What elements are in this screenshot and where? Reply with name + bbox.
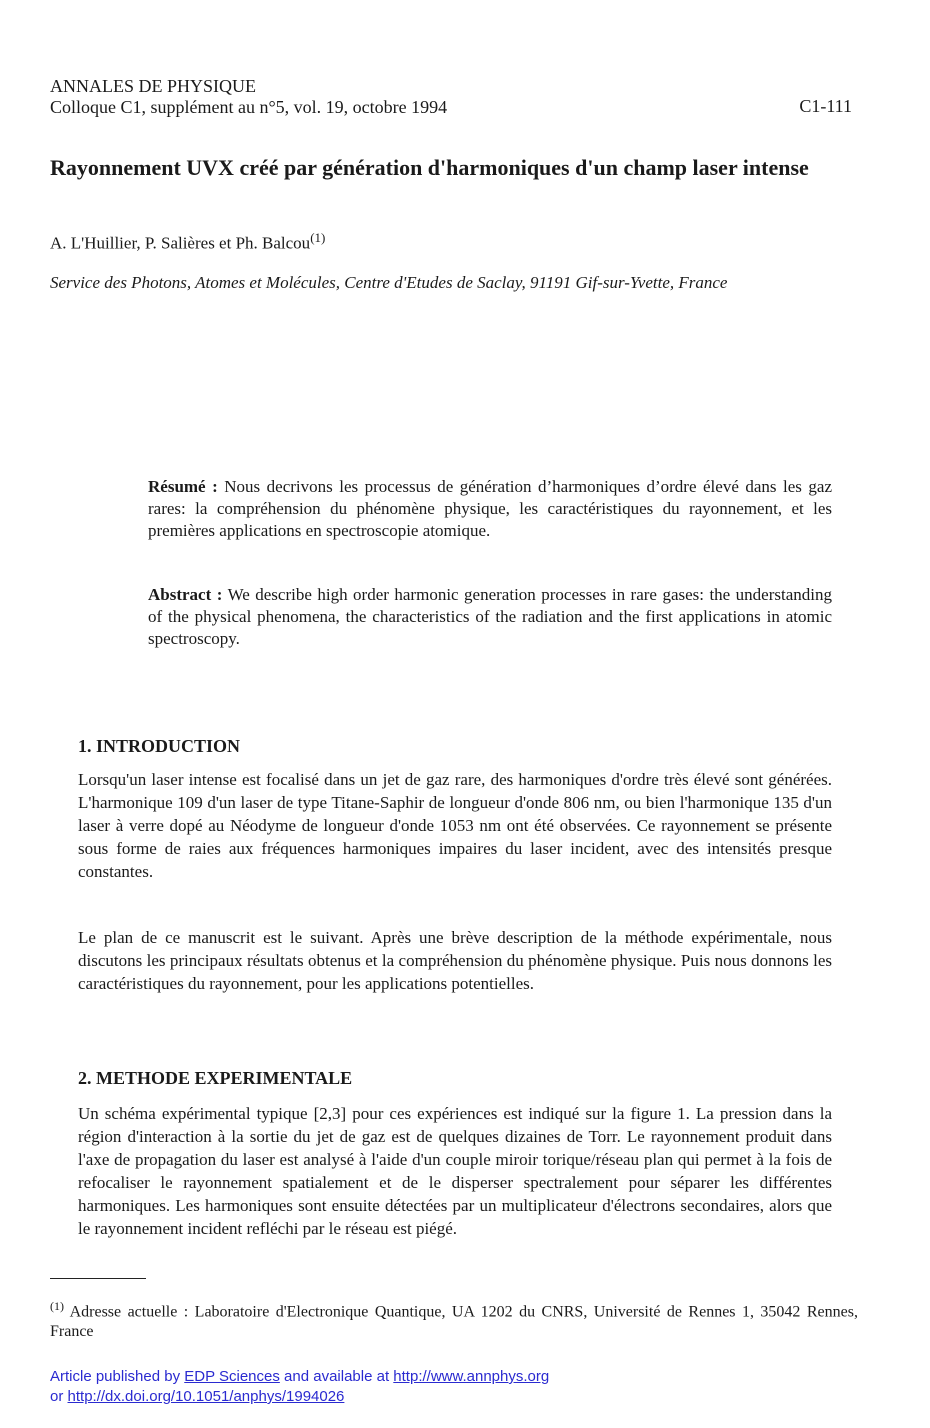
publisher-line-2 xyxy=(50,1388,344,1406)
abstract-label: Abstract : xyxy=(148,585,223,604)
abstract-text: We describe high order harmonic generation processes in rare gases: the understanding of the physical phenomena, the characteristics of the radiation and the first applications in atomic spectroscopy. xyxy=(148,585,832,648)
resume-label: Résumé : xyxy=(148,477,218,496)
abstract-block xyxy=(148,584,832,650)
footnote-rule xyxy=(50,1278,146,1279)
page-number: C1-111 xyxy=(799,96,852,116)
footnote xyxy=(50,1296,858,1342)
publisher-line-1 xyxy=(50,1368,549,1386)
section-1-paragraph-1: Lorsqu'un laser intense est focalisé dans un jet de gaz rare, des harmoniques d'ordre très élevé sont générées. L'harmonique 109 d'un laser de type Titane-Saphir de longueur d'onde 806 nm, ou bien l'harmonique 135 d'un laser à verre dopé au Néodyme de longueur d'onde 1053 nm ont été observées. Ce rayonnement se présente sous forme de raies aux fréquences harmoniques impaires du laser incident, avec des intensités presque constantes. xyxy=(78,770,832,881)
publisher-prefix: Article published by xyxy=(50,1368,181,1385)
resume-block xyxy=(148,476,832,542)
author-footnote-mark: (1) xyxy=(310,230,326,245)
doi-link[interactable]: http://dx.doi.org/10.1051/anphys/1994026 xyxy=(67,1388,345,1405)
section-1-heading: 1. INTRODUCTION xyxy=(78,736,241,756)
annphys-link[interactable]: http://www.annphys.org xyxy=(393,1368,550,1385)
footnote-text: Adresse actuelle : Laboratoire d'Electronique Quantique, UA 1202 du CNRS, Université de Rennes 1, 35042 Rennes, France xyxy=(50,1303,858,1341)
affiliation: Service des Photons, Atomes et Molécules, Centre d'Etudes de Saclay, 91191 Gif-sur-Yvette, France xyxy=(50,273,728,292)
publisher-or: or xyxy=(50,1388,64,1405)
footnote-mark: (1) xyxy=(50,1299,64,1313)
resume-text: Nous decrivons les processus de génération d’harmoniques d’ordre élevé dans les gaz rares: la compréhension du phénomène physique, les caractéristiques du rayonnement, et les premières applications en spectroscopie atomique. xyxy=(148,477,832,540)
publisher-middle: and available at xyxy=(284,1368,390,1385)
authors xyxy=(50,230,325,254)
journal-name: ANNALES DE PHYSIQUE xyxy=(50,76,256,96)
section-2-paragraph-1: Un schéma expérimental typique [2,3] pour ces expériences est indiqué sur la figure 1. La pression dans la région d'interaction à la sortie du jet de gaz est de quelques dizaines de Torr. Le rayonnement produit dans l'axe de propagation du laser est analysé à l'aide d'un couple miroir torique/réseau plan qui permet à la fois de refocaliser le rayonnement spatialement et de le disperser spectralement pour séparer les différentes harmoniques. Les harmoniques sont ensuite détectées par un multiplicateur d'électrons secondaires, alors que le rayonnement incident refléchi par le réseau est piégé. xyxy=(78,1104,832,1238)
edp-sciences-link[interactable]: EDP Sciences xyxy=(184,1368,280,1385)
issue-line: Colloque C1, supplément au n°5, vol. 19, octobre 1994 xyxy=(50,97,448,117)
section-1-paragraph-2: Le plan de ce manuscrit est le suivant. Après une brève description de la méthode expérimentale, nous discutons les principaux résultats obtenus et la compréhension du phénomène physique. Puis nous donnons les caractéristiques du rayonnement, pour les applications potentielles. xyxy=(78,928,832,993)
section-2-heading: 2. METHODE EXPERIMENTALE xyxy=(78,1068,353,1088)
author-names: A. L'Huillier, P. Salières et Ph. Balcou xyxy=(50,233,311,253)
paper-title: Rayonnement UVX créé par génération d'harmoniques d'un champ laser intense xyxy=(50,155,809,180)
